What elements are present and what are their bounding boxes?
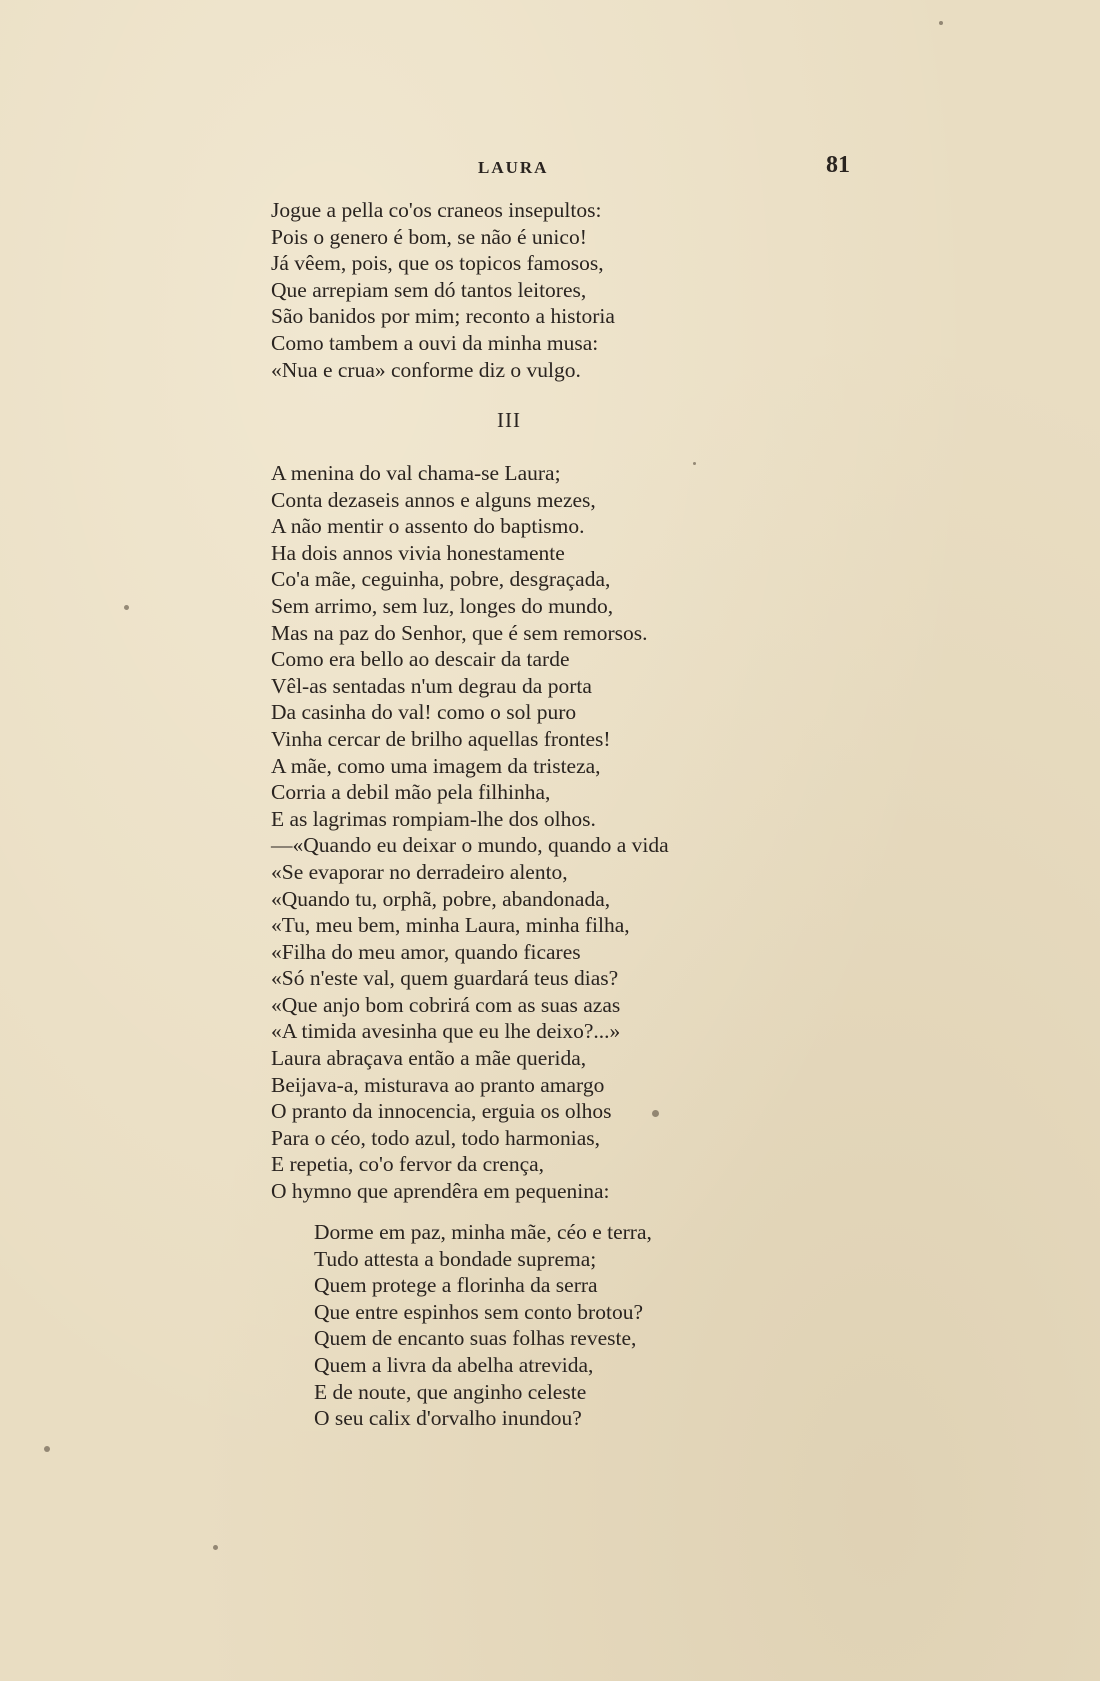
stanza-1: [271, 197, 615, 383]
verse-line: Co'a mãe, ceguinha, pobre, desgraçada,: [271, 567, 611, 592]
verse-line: Vêl-as sentadas n'um degrau da porta: [271, 673, 592, 698]
verse-line: O pranto da innocencia, erguia os olhos: [271, 1099, 612, 1124]
verse-line: A não mentir o assento do baptismo.: [271, 514, 585, 539]
paper-speck: [44, 1446, 50, 1452]
verse-line: «Quando tu, orphã, pobre, abandonada,: [271, 886, 611, 911]
paper-speck: [124, 605, 129, 610]
verse-line: Laura abraçava então a mãe querida,: [271, 1046, 587, 1071]
verse-line: Mas na paz do Senhor, que é sem remorsos.: [271, 620, 648, 645]
verse-line: Corria a debil mão pela filhinha,: [271, 780, 551, 805]
running-title: LAURA: [478, 158, 549, 177]
verse-line: Quem de encanto suas folhas reveste,: [314, 1326, 637, 1351]
verse-line: O seu calix d'orvalho inundou?: [314, 1406, 582, 1431]
verse-line: Sem arrimo, sem luz, longes do mundo,: [271, 593, 614, 618]
verse-line: «Só n'este val, quem guardará teus dias?: [271, 966, 619, 991]
stanza-2: [271, 460, 669, 1205]
verse-line: «Nua e crua» conforme diz o vulgo.: [271, 357, 581, 382]
verse-line: Já vêem, pois, que os topicos famosos,: [271, 251, 604, 276]
verse-line: E repetia, co'o fervor da crença,: [271, 1152, 545, 1177]
page-number: 81: [826, 152, 850, 178]
verse-line: «Se evaporar no derradeiro alento,: [271, 859, 568, 884]
section-numeral: III: [497, 408, 521, 432]
verse-line: Quem protege a florinha da serra: [314, 1273, 598, 1298]
verse-line: A mãe, como uma imagem da tristeza,: [271, 753, 601, 778]
verse-line: Dorme em paz, minha mãe, céo e terra,: [314, 1220, 652, 1244]
verse-line: «Que anjo bom cobrirá com as suas azas: [271, 992, 621, 1017]
verse-line: Para o céo, todo azul, todo harmonias,: [271, 1125, 600, 1150]
verse-line: Jogue a pella co'os craneos insepultos:: [271, 198, 602, 222]
verse-line: O hymno que aprendêra em pequenina:: [271, 1179, 610, 1204]
verse-line: «Filha do meu amor, quando ficares: [271, 939, 581, 964]
paper-speck: [652, 1110, 659, 1117]
verse-line: Beijava-a, misturava ao pranto amargo: [271, 1072, 605, 1097]
verse-line: «A timida avesinha que eu lhe deixo?...»: [271, 1019, 621, 1044]
verse-line: A menina do val chama-se Laura;: [271, 461, 561, 485]
verse-line: Tudo attesta a bondade suprema;: [314, 1246, 597, 1271]
verse-line: —«Quando eu deixar o mundo, quando a vida: [271, 833, 669, 858]
verse-line: Conta dezaseis annos e alguns mezes,: [271, 487, 596, 512]
verse-line: E as lagrimas rompiam-lhe dos olhos.: [271, 806, 596, 831]
verse-line: Como era bello ao descair da tarde: [271, 647, 570, 672]
verse-line: Vinha cercar de brilho aquellas frontes!: [271, 726, 611, 751]
verse-line: Pois o genero é bom, se não é unico!: [271, 224, 587, 249]
verse-line: Quem a livra da abelha atrevida,: [314, 1352, 594, 1377]
verse-line: Da casinha do val! como o sol puro: [271, 700, 577, 725]
verse-line: Que entre espinhos sem conto brotou?: [314, 1299, 643, 1324]
hymn-stanza: [314, 1219, 652, 1432]
paper-speck: [693, 462, 696, 465]
verse-line: Como tambem a ouvi da minha musa:: [271, 330, 599, 355]
verse-line: Ha dois annos vivia honestamente: [271, 540, 565, 565]
verse-line: São banidos por mim; reconto a historia: [271, 304, 615, 329]
paper-speck: [939, 21, 943, 25]
verse-line: «Tu, meu bem, minha Laura, minha filha,: [271, 913, 630, 938]
paper-speck: [213, 1545, 218, 1550]
verse-line: Que arrepiam sem dó tantos leitores,: [271, 277, 587, 302]
verse-line: E de noute, que anginho celeste: [314, 1379, 587, 1404]
